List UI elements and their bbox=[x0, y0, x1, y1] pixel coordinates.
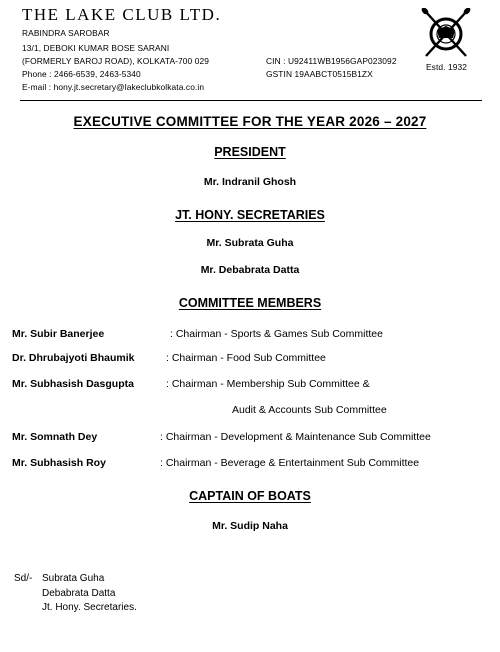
club-emblem-icon bbox=[418, 8, 474, 60]
member-role: : Chairman - Food Sub Committee bbox=[166, 352, 326, 364]
address-line-3: (FORMERLY BAROJ ROAD), KOLKATA-700 029 bbox=[22, 56, 210, 66]
member-role: : Chairman - Development & Maintenance Sub Committee bbox=[160, 431, 431, 443]
member-role-continued: Audit & Accounts Sub Committee bbox=[232, 404, 387, 416]
secretary-name-1: Mr. Subrata Guha bbox=[206, 237, 294, 249]
signoff-line-2: Debabrata Datta bbox=[42, 588, 116, 599]
captain-heading: CAPTAIN OF BOATS bbox=[189, 489, 311, 503]
secretaries-heading: JT. HONY. SECRETARIES bbox=[175, 208, 325, 222]
club-name: THE LAKE CLUB LTD. bbox=[22, 5, 222, 24]
member-role: : Chairman - Membership Sub Committee & bbox=[166, 378, 370, 390]
gstin-line: GSTIN 19AABCT0515B1ZX bbox=[266, 69, 373, 79]
member-name: Mr. Subhasish Roy bbox=[12, 457, 106, 469]
address-line-2: 13/1, DEBOKI KUMAR BOSE SARANI bbox=[22, 43, 170, 53]
member-name: Mr. Subhasish Dasgupta bbox=[12, 378, 134, 390]
email-line: E-mail : hony.jt.secretary@lakeclubkolkata.co.in bbox=[22, 82, 205, 92]
cin-line: CIN : U92411WB1956GAP023092 bbox=[266, 56, 397, 66]
committee-heading: COMMITTEE MEMBERS bbox=[178, 296, 322, 310]
member-name: Dr. Dhrubajyoti Bhaumik bbox=[12, 352, 135, 364]
president-heading: PRESIDENT bbox=[214, 145, 286, 159]
letterhead-divider bbox=[20, 100, 482, 101]
member-name: Mr. Somnath Dey bbox=[12, 431, 98, 443]
phone-line: Phone : 2466-6539, 2463-5340 bbox=[22, 69, 141, 79]
signoff-prefix: Sd/- bbox=[14, 573, 33, 584]
captain-name: Mr. Sudip Naha bbox=[212, 520, 288, 532]
president-name: Mr. Indranil Ghosh bbox=[203, 176, 297, 188]
signoff-line-3: Jt. Hony. Secretaries. bbox=[42, 602, 137, 613]
member-role: : Chairman - Sports & Games Sub Committee bbox=[170, 328, 383, 340]
established-year: Estd. 1932 bbox=[426, 62, 468, 72]
member-role: : Chairman - Beverage & Entertainment Sub Committee bbox=[160, 457, 420, 469]
secretary-name-2: Mr. Debabrata Datta bbox=[200, 264, 300, 276]
address-line-1: RABINDRA SAROBAR bbox=[22, 28, 110, 38]
member-name: Mr. Subir Banerjee bbox=[12, 328, 105, 340]
document-title: EXECUTIVE COMMITTEE FOR THE YEAR 2026 – 2027 bbox=[73, 114, 427, 129]
signoff-line-1: Subrata Guha bbox=[42, 573, 105, 584]
